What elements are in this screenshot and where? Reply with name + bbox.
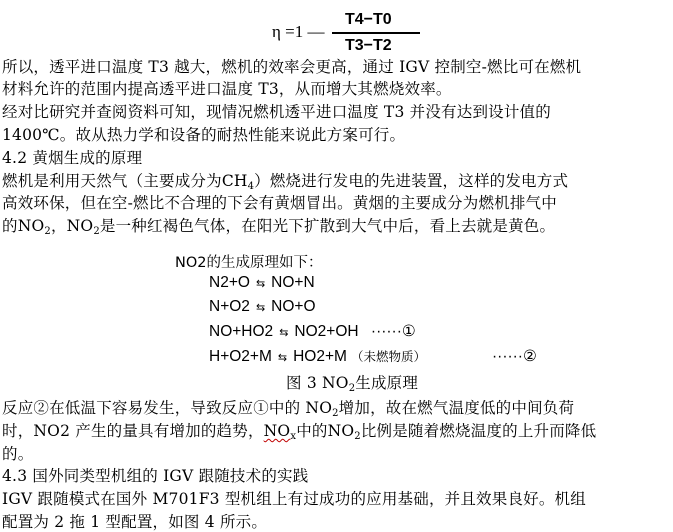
chem-subscript: 4 bbox=[247, 181, 255, 192]
reaction-line bbox=[209, 347, 426, 366]
paragraph-line bbox=[2, 216, 555, 242]
text-run: 时，NO2 产生的量具有增加的趋势， bbox=[2, 422, 264, 440]
chem-symbol: NO bbox=[263, 422, 291, 440]
text-run: 是一种红褐色气体，在阳光下扩散到大气中后，看上去就是黄色。 bbox=[99, 217, 556, 235]
reaction-line bbox=[209, 274, 315, 292]
reactant: NO+HO2 bbox=[209, 323, 274, 340]
paragraph-line: 所以，透平进口温度 T3 越大，燃机的效率会更高，通过 IGV 控制空-燃比可在燃机 bbox=[2, 58, 582, 76]
text-run: ）燃烧进行发电的先进装置，这样的发电方式 bbox=[254, 172, 569, 190]
text-run: 的 bbox=[2, 217, 18, 235]
chem-symbol: CH bbox=[221, 172, 248, 190]
caption-text: 生成原理 bbox=[355, 374, 419, 392]
figure-caption bbox=[286, 373, 418, 399]
equation-denominator: T3−T2 bbox=[345, 37, 392, 54]
product: HO2+M bbox=[293, 348, 347, 365]
chem-formula bbox=[264, 422, 297, 440]
chem-formula bbox=[67, 217, 100, 235]
reaction-note: （未燃物质） bbox=[350, 350, 426, 364]
figure-heading: NO2的生成原理如下： bbox=[175, 255, 323, 271]
text-run: 反应②在低温下容易发生，导致反应①中的 NO bbox=[2, 399, 333, 417]
paragraph-line bbox=[2, 421, 596, 447]
reaction-marker: ······② bbox=[492, 348, 537, 365]
chem-subscript: 2 bbox=[44, 226, 51, 237]
chem-symbol: NO bbox=[17, 217, 45, 235]
paragraph-line: 配置为 2 拖 1 型配置，如图 4 所示。 bbox=[2, 513, 268, 531]
product: NO2+OH bbox=[294, 323, 359, 340]
chem-subscript: 2 bbox=[332, 408, 339, 419]
paragraph-line: IGV 跟随模式在国外 M701F3 型机组上有过成功的应用基础，并且效果良好。机组 bbox=[2, 490, 586, 508]
equation-lhs: η =1 — bbox=[272, 22, 325, 41]
chem-subscript: 2 bbox=[354, 431, 361, 442]
reactant: N2+O bbox=[209, 274, 250, 291]
equilibrium-arrow-icon: ⇆ bbox=[255, 278, 266, 290]
text-run: 比例是随着燃烧温度的上升而降低 bbox=[360, 422, 597, 440]
text-run: 中的 bbox=[296, 422, 328, 440]
equation-numerator: T4−T0 bbox=[345, 11, 392, 28]
text-run: 燃机是利用天然气（主要成分为 bbox=[2, 172, 222, 190]
paragraph-line: 的。 bbox=[2, 445, 34, 463]
chem-subscript: 2 bbox=[348, 383, 356, 394]
paragraph-line: 经对比研究并查阅资料可知，现情况燃机透平进口温度 T3 并没有达到设计值的 bbox=[2, 103, 551, 121]
chem-symbol: NO bbox=[327, 422, 355, 440]
product: NO+O bbox=[271, 298, 316, 315]
equilibrium-arrow-icon: ⇆ bbox=[255, 302, 266, 314]
section-heading: 4.3 国外同类型机组的 IGV 跟随技术的实践 bbox=[2, 467, 309, 485]
chem-symbol: NO bbox=[322, 374, 349, 392]
product: NO+N bbox=[271, 274, 315, 291]
equilibrium-arrow-icon: ⇆ bbox=[279, 327, 289, 339]
equilibrium-arrow-icon: ⇆ bbox=[277, 352, 288, 364]
reaction-line bbox=[209, 322, 416, 341]
section-heading: 4.2 黄烟生成的原理 bbox=[2, 149, 143, 167]
chem-formula bbox=[222, 172, 254, 190]
fraction-bar bbox=[332, 32, 420, 34]
reaction-marker: ······① bbox=[370, 323, 416, 340]
paragraph-line: 高效环保，但在空-燃比不合理的下会有黄烟冒出。黄烟的主要成分为燃机排气中 bbox=[2, 194, 557, 212]
text-run: ， bbox=[50, 217, 67, 235]
chem-formula bbox=[18, 217, 51, 235]
chem-symbol: NO bbox=[66, 217, 94, 235]
text-run: 增加，故在燃气温度低的中间负荷 bbox=[338, 399, 575, 417]
reactant: N+O2 bbox=[209, 298, 250, 315]
chem-formula bbox=[328, 422, 361, 440]
paragraph-line: 材料允许的范围内提高透平进口温度 T3，从而增大其燃烧效率。 bbox=[2, 80, 452, 98]
reaction-line bbox=[209, 298, 316, 316]
reactant: H+O2+M bbox=[209, 348, 272, 365]
caption-label: 图 3 bbox=[286, 374, 323, 392]
chem-subscript: 2 bbox=[93, 226, 100, 237]
paragraph-line: 1400℃。故从热力学和设备的耐热性能来说此方案可行。 bbox=[2, 126, 406, 144]
chem-subscript: x bbox=[290, 431, 297, 442]
